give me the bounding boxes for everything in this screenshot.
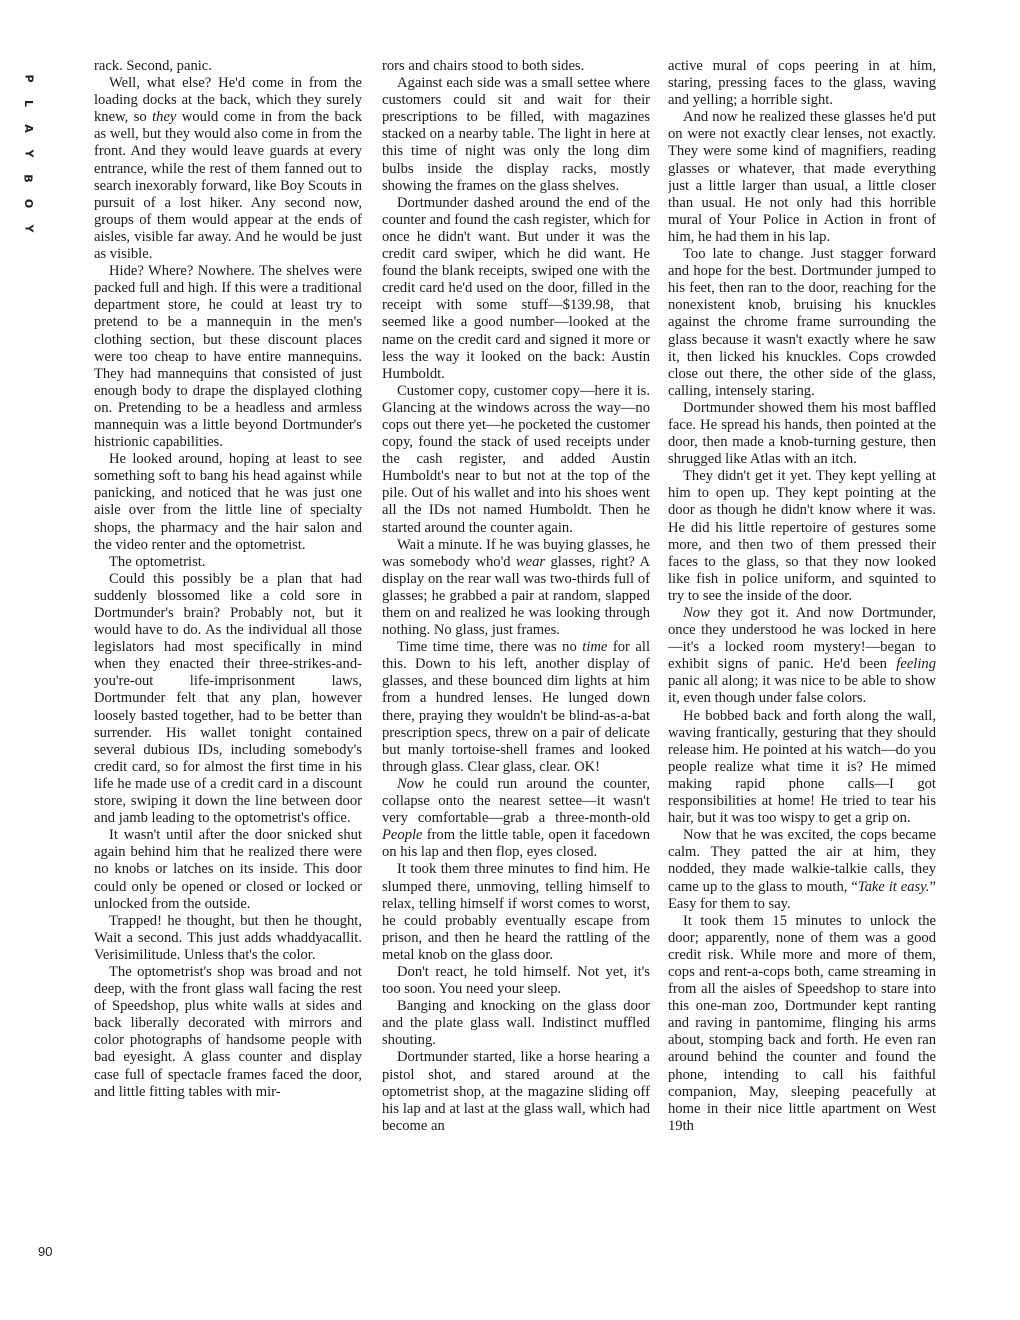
text-column-1 [94,58,362,1270]
article-paragraph: Too late to change. Just stagger forward and hope for the best. Dortmunder jumped to his feet, then ran to the door, reaching for the nonexistent knob, bruising his knuckles against the chrome frame surrounding the glass because it wasn't exactly where he saw it, then licked his knuckles. Cops crowded close out there, the other side of the glass, calling, intensely staring. [668,246,936,399]
article-paragraph: Dortmunder dashed around the end of the counter and found the cash register, which for once he didn't want. But under it was the credit card swiper, which he did want. He found the blank receipts, swiped one with the credit card he'd used on the door, filled in the receipt with some stuff—$139.98, that seemed like a good number—looked at the name on the credit card and signed it more or less the way it looked on the back: Austin Humboldt. [382,194,650,382]
article-paragraph: Dortmunder showed them his most baffled face. He spread his hands, then pointed at the door, then made a knob-turning gesture, then shrugged like Atlas with an itch. [668,399,936,468]
text-column-2 [382,58,650,1270]
article-paragraph: Could this possibly be a plan that had suddenly blossomed like a cold sore in Dortmunder's brain? Probably not, but it would have to do. As the individual all those legislators had most specifically in mind when they enacted their three-strikes-and-you're-out life-imprisonment laws, Dortmunder felt that any plan, however loosely basted together, had to be better than surrender. His wallet tonight contained several dubious IDs, including somebody's credit card, so for almost the first time in his life he made use of a credit card in a discount store, swiping it down the line between door and jamb leading to the optometrist's office. [94,570,362,827]
article-paragraph: And now he realized these glasses he'd put on were not exactly clear lenses, not exactly. They were some kind of magnifiers, reading glasses or whatever, that made everything just a little larger than usual, a little closer than usual. He not only had this horrible mural of Your Police in Action in front of him, he had them in his lap. [668,109,936,245]
article-paragraph: He bobbed back and forth along the wall, waving frantically, gesturing that they should release him. He pointed at his watch—do you people realize what time it is? He mimed making rapid phone calls—I got responsibilities at home! He tried to tear his hair, but it was too wispy to get a grip on. [668,707,936,827]
article-paragraph: Banging and knocking on the glass door and the plate glass wall. Indistinct muffled shouting. [382,998,650,1049]
article-paragraph: Trapped! he thought, but then he thought, Wait a second. This just adds whaddyacallit. Verisimilitude. Unless that's the color. [94,912,362,963]
article-paragraph: Dortmunder started, like a horse hearing a pistol shot, and stared around at the optometrist shop, at the magazine sliding off his lap and at last at the glass wall, which had become an [382,1049,650,1134]
magazine-name-vertical [22,66,36,241]
magazine-letter: L [22,99,36,108]
magazine-letter: A [22,124,36,133]
article-paragraph: He looked around, hoping at least to see something soft to bang his head against while panicking, and noticed that he was just one aisle over from the little line of specialty shops, the pharmacy and the hair salon and the video renter and the optometrist. [94,451,362,553]
magazine-letter: O [22,198,36,209]
article-paragraph: active mural of cops peering in at him, staring, pressing faces to the glass, waving and yelling; a horrible sight. [668,58,936,109]
article-paragraph: Customer copy, customer copy—here it is. Glancing at the windows across the way—no cops out there yet—he pocketed the customer copy, found the stack of used receipts under the cash register, and added Austin Humboldt's near to but not at the top of the pile. Out of his wallet and into his shoes went all the IDs not named Humboldt. Then he started around the counter again. [382,382,650,536]
article-paragraph: Time time time, there was no time for all this. Down to his left, another display of glasses, and these bounced dim lights at him from a hundred lenses. He lunged down there, praying they wouldn't be blind-as-a-bat prescription specs, threw on a pair of delicate but manly tortoise-shell frames and looked through glass. Clear glass, clear. OK! [382,639,650,775]
article-paragraph: Against each side was a small settee where customers could sit and wait for their prescriptions to be filled, with magazines stacked on a nearby table. The light in here at this time of night was only the long dim bulbs inside the display racks, mostly showing the frames on the glass shelves. [382,75,650,194]
article-paragraph: Well, what else? He'd come in from the loading docks at the back, which they surely knew, so they would come in from the back as well, but they would also come in from the front. And they would leave guards at every entrance, while the rest of them fanned out to search inexorably forward, like Boy Scouts in pursuit of a lost hiker. Any second now, groups of them would appear at the ends of aisles, visible far away. And he would be just as visible. [94,75,362,263]
magazine-letter: Y [22,224,36,233]
magazine-letter: P [22,74,36,83]
article-paragraph: Hide? Where? Nowhere. The shelves were packed full and high. If this were a traditional department store, he could at least try to pretend to be a mannequin in the men's clothing section, but these discount places were too cheap to have entire mannequins. They had mannequins that consisted of just enough body to drape the displayed clothing on. Pretending to be a headless and armless mannequin was a little beyond Dortmunder's histrionic capabilities. [94,263,362,451]
article-paragraph: It wasn't until after the door snicked shut again behind him that he realized there were no knobs or latches on its inside. This door could only be opened or closed or locked or unlocked from the outside. [94,827,362,912]
article-paragraph: Now he could run around the counter, collapse onto the nearest settee—it wasn't very comfortable—grab a three-month-old People from the little table, open it facedown on his lap and then flop, eyes closed. [382,775,650,861]
article-paragraph: It took them three minutes to find him. He slumped there, unmoving, telling himself to relax, telling himself if worst comes to worst, he could probably eventually escape from prison, and then he heard the rattling of the metal knob on the glass door. [382,861,650,963]
article-paragraph: Don't react, he told himself. Not yet, it's too soon. You need your sleep. [382,963,650,998]
text-column-3 [668,58,936,1270]
article-paragraph: The optometrist's shop was broad and not deep, with the front glass wall facing the rest of Speedshop, plus white walls at sides and back liberally decorated with mirrors and color photographs of handsome people with bad eyesight. A glass counter and display case full of spectacle frames faced the door, and little fitting tables with mir- [94,963,362,1100]
article-paragraph: rack. Second, panic. [94,58,212,74]
page-number: 90 [38,1244,53,1259]
article-paragraph: Now they got it. And now Dortmunder, once they understood he was locked in here—it's a locked room mystery!—began to exhibit signs of panic. He'd been feeling panic all along; it was nice to be able to show it, even though under false colors. [668,605,936,707]
magazine-letter: B [22,174,36,183]
article-paragraph: The optometrist. [109,553,206,570]
article-paragraph: It took them 15 minutes to unlock the door; apparently, none of them was a good credit risk. While more and more of them, cops and rent-a-cops both, came streaming in from all the aisles of Speedshop to stare into this one-man zoo, Dortmunder kept ranting and raving in pantomime, flinging his arms about, stomping back and forth. He even ran around behind the counter and found the phone, intending to call his faithful companion, May, sleeping peacefully at home in their nice little apartment on West 19th [668,912,936,1134]
magazine-letter: Y [22,149,36,158]
article-paragraph: rors and chairs stood to both sides. [382,58,585,74]
article-paragraph: They didn't get it yet. They kept yelling at him to open up. They kept pointing at the door as though he didn't know where it was. He did his little repertoire of gestures some more, and then two of them pressed their faces to the glass, so that they now looked like fish in police uniform, and squinted to try to see the inside of the door. [668,468,936,604]
article-paragraph: Wait a minute. If he was buying glasses, he was somebody who'd wear glasses, right? A display on the rear wall was two-thirds full of glasses; he grabbed a pair at random, slapped them on and realized he was looking through nothing. No glass, just frames. [382,536,650,639]
article-paragraph: Now that he was excited, the cops became calm. They patted the air at him, they nodded, they made walkie-talkie calls, they came up to the glass to mouth, “Take it easy.” Easy for them to say. [668,827,936,912]
